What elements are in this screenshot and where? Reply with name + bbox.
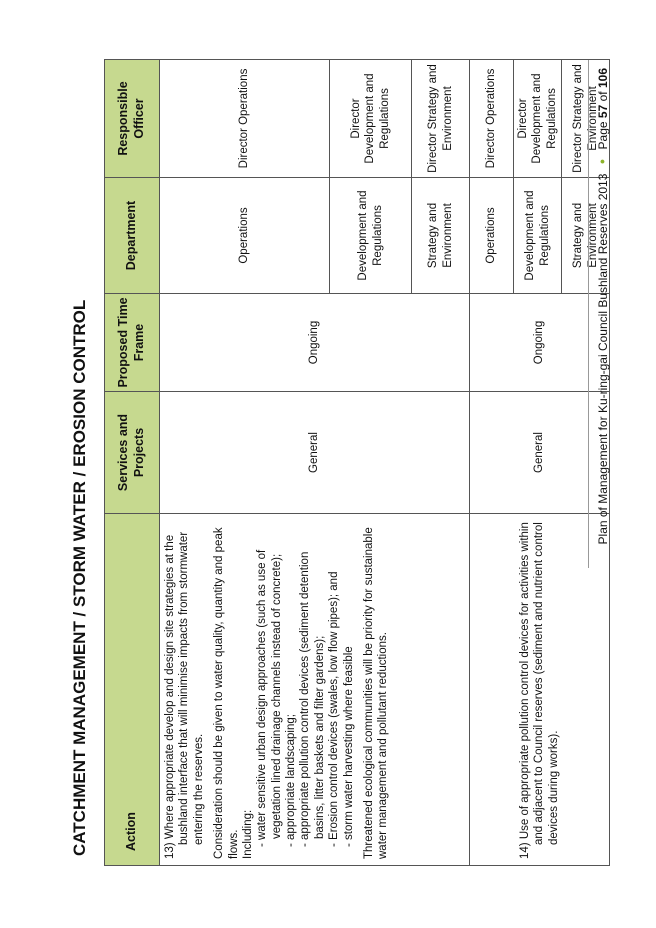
table-row [470, 60, 514, 866]
row14-department-3: Strategy and Environment [562, 178, 610, 294]
header-action: Action [105, 514, 160, 866]
row14-department-2: Development and Regulations [514, 178, 562, 294]
row13-officer-1: Director Operations [160, 60, 330, 178]
action-13 [160, 514, 470, 866]
row13-department-3: Strategy and Environment [412, 178, 470, 294]
action-13-bullet: - appropriate landscaping; [285, 714, 297, 847]
header-time-frame: Proposed Time Frame [105, 294, 160, 392]
row14-services: General [470, 392, 610, 514]
action-13-intro: 13) Where appropriate develop and design site strategies at the bushland interface that will minimise impacts from stormwater entering the reserves. [164, 531, 205, 859]
row13-officer-2: Director Development and Regulations [330, 60, 412, 178]
header-department: Department [105, 178, 160, 294]
row13-services: General [160, 392, 470, 514]
action-13-consideration: Consideration should be given to water quality, quantity and peak flows. [213, 527, 240, 859]
footer-of: of [596, 91, 610, 102]
footer-page-number: 57 [596, 104, 610, 119]
table-row [160, 60, 330, 866]
row14-officer-2: Director Development and Regulations [514, 60, 562, 178]
header-officer: Responsible Officer [105, 60, 160, 178]
footer-page-label: Page [596, 121, 610, 150]
action-14-text: 14) Use of appropriate pollution control devices for activities within and adjacent to Council reserves (sediment and nutrient control devices during works). [519, 522, 560, 859]
table-header-row [105, 60, 160, 866]
page-footer [596, 68, 610, 568]
row14-department-1: Operations [470, 178, 514, 294]
action-13-bullet: - Erosion control devices (swales, low flow pipes); and [328, 571, 341, 847]
row13-officer-3: Director Strategy and Environment [412, 60, 470, 178]
action-13-threatened: Threatened ecological communities will be priority for sustainable water management and pollutant reductions. [362, 527, 390, 859]
header-services: Services and Projects [105, 392, 160, 514]
footer-page-total: 106 [596, 68, 610, 89]
row13-department-1: Operations [160, 178, 330, 294]
row14-time: Ongoing [470, 294, 610, 392]
row14-officer-3: Director Strategy and Environment [562, 60, 610, 178]
footer-divider [588, 60, 589, 568]
row14-officer-1: Director Operations [470, 60, 514, 178]
action-13-including: Including: [241, 809, 254, 859]
page-title: CATCHMENT MANAGEMENT / STORM WATER / EROSION CONTROL [70, 299, 89, 856]
action-table [104, 59, 610, 866]
action-13-bullet: - storm water harvesting where feasible [342, 646, 355, 847]
footer-bullet-icon: ● [597, 158, 607, 165]
action-13-bullet: - water sensitive urban design approaches (such as use of vegetation lined drainage channels instead of concrete); [256, 549, 283, 847]
action-13-bullet: - appropriate pollution control devices (sediment detention basins, litter baskets and filter gardens); [299, 551, 326, 847]
row13-time: Ongoing [160, 294, 470, 392]
row13-department-2: Development and Regulations [330, 178, 412, 294]
footer-document-title: Plan of Management for Ku-ring-gai Council Bushland Reserves 2013 [596, 173, 610, 545]
